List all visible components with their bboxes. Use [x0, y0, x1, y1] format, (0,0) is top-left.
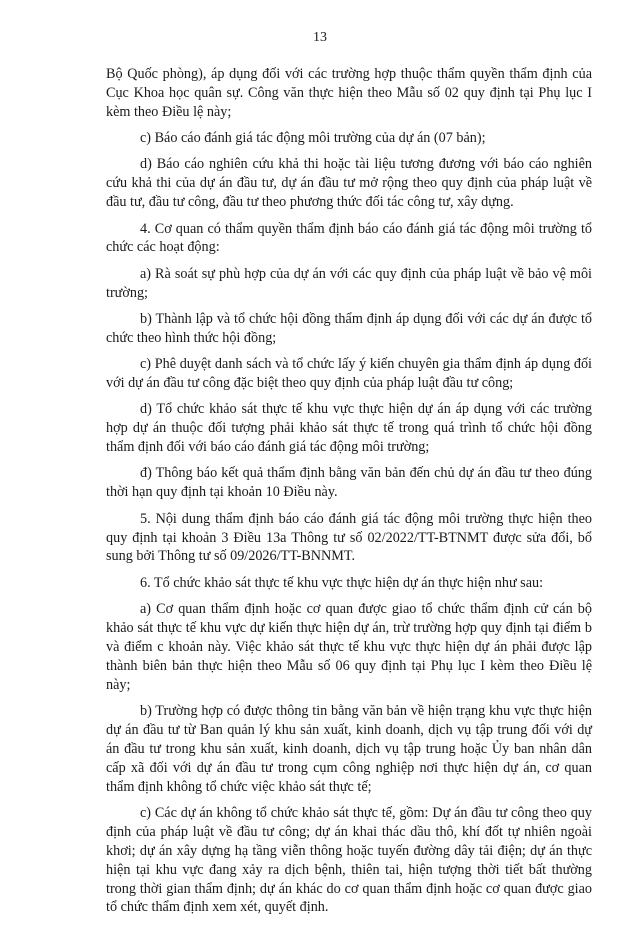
paragraph-clause-4-b: b) Thành lập và tổ chức hội đồng thẩm định áp dụng đối với các dự án được tổ chức theo hình thức hội đồng; — [106, 310, 592, 346]
document-body — [106, 65, 592, 925]
paragraph-clause-6-a: a) Cơ quan thẩm định hoặc cơ quan được giao tổ chức thẩm định cử cán bộ khảo sát thực tế khu vực dự kiến thực hiện dự án, trừ trường hợp quy định tại điểm b và điểm c khoản này. Việc khảo sát thực tế khu vực thực hiện dự án phải được lập thành biên bản thực hiện theo Mẫu số 06 quy định tại Phụ lục I kèm theo Điều lệ này; — [106, 601, 592, 693]
paragraph-clause-4-c: c) Phê duyệt danh sách và tổ chức lấy ý kiến chuyên gia thẩm định áp dụng đối với dự án đầu tư công đặc biệt theo quy định của pháp luật đầu tư công; — [106, 356, 592, 392]
paragraph-clause-4-dd: đ) Thông báo kết quả thẩm định bằng văn bản đến chủ dự án đầu tư theo đúng thời hạn quy định tại khoản 10 Điều này. — [106, 465, 592, 501]
paragraph-clause-4-d: d) Tổ chức khảo sát thực tế khu vực thực hiện dự án áp dụng với các trường hợp dự án thuộc đối tượng phải khảo sát thực tế trong quá trình tổ chức hội đồng thẩm định đối với báo cáo đánh giá tác động môi trường; — [106, 401, 592, 456]
page-number: 13 — [313, 30, 327, 45]
paragraph-item-c: c) Báo cáo đánh giá tác động môi trường của dự án (07 bản); — [140, 130, 486, 147]
paragraph-clause-5: 5. Nội dung thẩm định báo cáo đánh giá tác động môi trường thực hiện theo quy định tại khoản 3 Điều 13a Thông tư số 02/2022/TT-BTNMT được sửa đổi, bổ sung bởi Thông tư số 09/2026/TT-BNNMT. — [106, 510, 592, 565]
paragraph-clause-4: 4. Cơ quan có thẩm quyền thẩm định báo cáo đánh giá tác động môi trường tổ chức các hoạt động: — [106, 220, 592, 256]
paragraph-continuation: Bộ Quốc phòng), áp dụng đối với các trường hợp thuộc thẩm quyền thẩm định của Cục Khoa học quân sự. Công văn thực hiện theo Mẫu số 02 quy định tại Phụ lục I kèm theo Điều lệ này; — [106, 66, 592, 120]
paragraph-item-d: d) Báo cáo nghiên cứu khả thi hoặc tài liệu tương đương với báo cáo nghiên cứu khả thi của dự án đầu tư, dự án đầu tư mở rộng theo quy định của pháp luật về đầu tư, đầu tư công, đầu tư theo phương thức đối tác công tư, xây dựng. — [106, 156, 592, 211]
paragraph-clause-6: 6. Tổ chức khảo sát thực tế khu vực thực hiện dự án thực hiện như sau: — [140, 574, 544, 591]
paragraph-clause-6-b: b) Trường hợp có được thông tin bằng văn bản về hiện trạng khu vực thực hiện dự án đầu tư từ Ban quản lý khu sản xuất, kinh doanh, dịch vụ tập trung đối với dự án đầu tư trong khu sản xuất, kinh doanh, dịch vụ tập trung hoặc Ủy ban nhân dân cấp xã đối với dự án đầu tư trong cụm công nghiệp nơi thực hiện dự án, cơ quan thẩm định không tổ chức việc khảo sát thực tế; — [106, 702, 592, 795]
paragraph-clause-4-a: a) Rà soát sự phù hợp của dự án với các quy định của pháp luật về bảo vệ môi trường; — [106, 265, 592, 301]
paragraph-clause-6-c: c) Các dự án không tổ chức khảo sát thực tế, gồm: Dự án đầu tư công theo quy định của pháp luật về đầu tư công; dự án khai thác dầu thô, khí đốt tự nhiên ngoài khơi; dự án xây dựng hạ tầng viễn thông hoặc tuyến đường dây tải điện; dự án thực hiện tại khu vực đang xảy ra dịch bệnh, thiên tai, hiện tượng thời tiết bất thường trong thời gian thẩm định; dự án khác do cơ quan thẩm định hoặc cơ quan được giao tổ chức thẩm định xem xét, quyết định. — [106, 804, 592, 916]
